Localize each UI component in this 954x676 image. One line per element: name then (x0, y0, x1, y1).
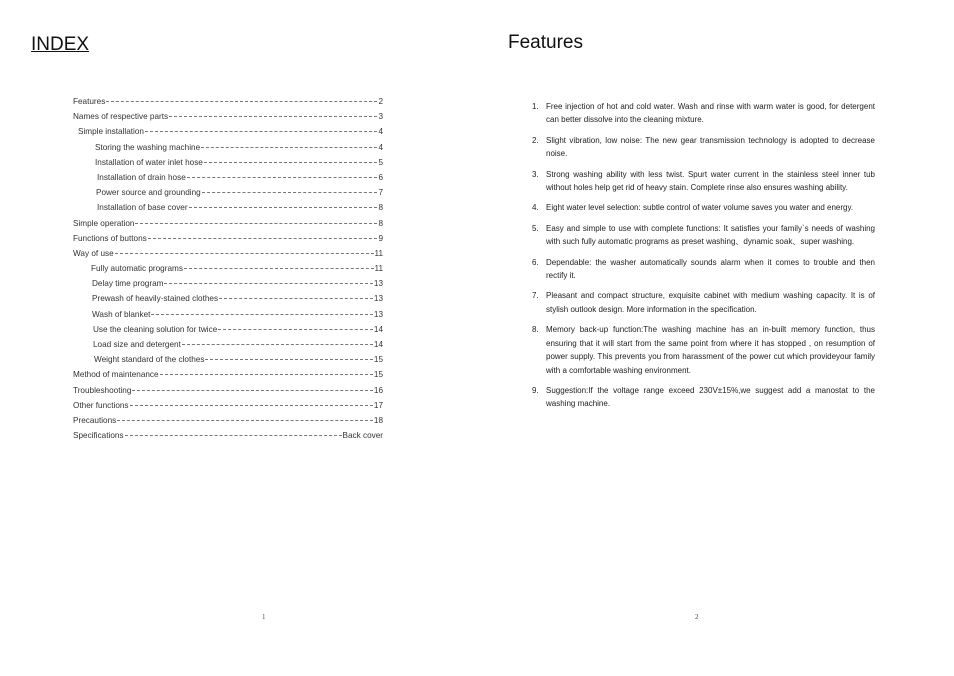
feature-item (532, 168, 875, 195)
toc-leader (160, 374, 373, 375)
toc-entry-label: Method of maintenance (73, 370, 159, 380)
toc-entry-label: Features (73, 97, 106, 106)
toc-entry (73, 127, 383, 142)
toc-leader (125, 435, 342, 436)
feature-item (532, 323, 875, 377)
toc-entry-label: Names of respective parts (73, 112, 169, 122)
features-list (532, 100, 875, 418)
feature-text: Eight water level selection: subtle control of water volume saves you water and energy. (546, 203, 854, 213)
toc-leader (148, 238, 378, 239)
toc-entry-page: 18 (373, 415, 383, 425)
toc-entry (73, 386, 383, 401)
toc-leader (202, 192, 378, 193)
toc-entry (73, 203, 383, 218)
toc-entry-page: 4 (378, 127, 383, 137)
toc-entry-page: 5 (378, 157, 383, 167)
toc-entry-page: 13 (373, 294, 383, 304)
toc-entry-label: Way of use (73, 248, 114, 258)
toc-entry (73, 173, 383, 188)
toc-leader (219, 298, 373, 299)
toc-entry-page: 4 (378, 142, 383, 152)
toc-entry-page: 9 (378, 233, 383, 243)
feature-item (532, 134, 875, 161)
feature-number: 7. (532, 291, 539, 301)
toc-entry-page: 6 (378, 172, 383, 182)
toc-entry-page: 16 (373, 385, 383, 395)
features-title: Features (508, 32, 583, 53)
feature-item (532, 384, 875, 411)
feature-number: 6. (532, 257, 539, 267)
toc-entry (73, 355, 383, 370)
toc-entry-label: Precautions (73, 415, 117, 425)
toc-entry-page: 14 (373, 340, 383, 349)
feature-item (532, 100, 875, 127)
toc-leader (164, 283, 372, 284)
toc-entry-label: Functions of buttons (73, 233, 147, 243)
toc-entry (73, 97, 383, 112)
toc-entry-page: 13 (373, 279, 383, 289)
toc-entry-label: Installation of base cover (97, 203, 188, 213)
feature-item (532, 222, 875, 249)
feature-text: Free injection of hot and cold water. Wash and rinse with warm water is good, for detergent can better dissolve into the cleaning mixture. (546, 102, 875, 125)
features-page (477, 0, 954, 676)
toc-entry-label: Fully automatic programs (91, 264, 183, 274)
toc-entry-label: Specifications (73, 431, 124, 441)
index-title: INDEX (31, 34, 90, 55)
toc-leader (169, 116, 377, 117)
toc-entry-page: 17 (373, 400, 383, 410)
feature-number: 8. (532, 325, 539, 335)
toc-entry-page: 15 (373, 355, 383, 365)
toc-leader (218, 329, 373, 330)
feature-item (532, 256, 875, 283)
feature-text: Slight vibration, low noise: The new gear transmission technology is adopted to decrease noise. (546, 135, 875, 159)
toc-entry-page: 8 (378, 218, 383, 228)
toc-entry (73, 340, 383, 355)
feature-number: 1. (532, 102, 539, 111)
toc-entry (73, 143, 383, 158)
toc-leader (182, 344, 373, 345)
feature-text: Memory back-up function:The washing machine has an in-built memory function, thus ensuring that it will start from the same point from where it has stopped , on resumption of power supply. This prevents you from harassment of the power cut which provideyour family with a comfortable washing environment. (546, 325, 875, 375)
toc-leader (135, 223, 377, 224)
toc-entry (73, 234, 383, 249)
toc-entry-label: Prewash of heavily-stained clothes (92, 294, 219, 304)
toc-entry-label: Installation of drain hose (97, 172, 186, 182)
toc-entry-label: Troubleshooting (73, 385, 132, 395)
toc-leader (130, 405, 373, 406)
toc-entry-page: 2 (378, 97, 383, 106)
toc-entry (73, 310, 383, 325)
toc-entry (73, 416, 383, 431)
table-of-contents (73, 97, 383, 446)
toc-entry-label: Simple operation (73, 218, 135, 228)
toc-entry (73, 370, 383, 385)
toc-entry-page: 14 (373, 324, 383, 334)
feature-text: Suggestion:If the voltage range exceed 230V±15%,we suggest add a manostat to the washing machine. (546, 385, 875, 409)
toc-leader (189, 207, 378, 208)
toc-entry-label: Wash of blanket (92, 309, 151, 319)
toc-entry-page: Back cover (342, 431, 383, 441)
toc-entry (73, 112, 383, 127)
toc-entry-label: Other functions (73, 400, 129, 410)
page-number: 1 (262, 613, 266, 621)
feature-item (532, 201, 875, 214)
toc-entry (73, 249, 383, 264)
toc-entry (73, 158, 383, 173)
toc-entry-label: Installation of water inlet hose (95, 157, 203, 167)
feature-number: 3. (532, 169, 539, 179)
toc-entry (73, 264, 383, 279)
toc-entry-label: Power source and grounding (96, 188, 201, 198)
toc-entry (73, 279, 383, 294)
feature-text: Pleasant and compact structure, exquisite cabinet with medium washing capacity. It is of stylish outlook design. More information in the specification. (546, 291, 875, 314)
feature-text: Dependable: the washer automatically sounds alarm when it comes to trouble and then rectify it. (546, 257, 875, 281)
toc-entry-page: 13 (373, 309, 383, 319)
feature-number: 2. (532, 135, 539, 145)
feature-text: Strong washing ability with less twist. Spurt water current in the stainless steel inner tub without holes help get rid of heavy stain. Complete rinse also ensures washing ability. (546, 169, 875, 193)
page-number: 2 (695, 613, 699, 621)
toc-leader (151, 314, 372, 315)
toc-leader (117, 420, 373, 421)
toc-entry (73, 401, 383, 416)
toc-entry-label: Delay time program (92, 279, 164, 289)
toc-entry-page: 3 (378, 112, 383, 122)
toc-leader (132, 390, 372, 391)
toc-entry-label: Weight standard of the clothes (94, 355, 205, 365)
toc-leader (106, 101, 377, 102)
toc-leader (205, 359, 372, 360)
toc-entry (73, 188, 383, 203)
toc-entry-page: 15 (373, 370, 383, 380)
toc-entry-label: Use the cleaning solution for twice (93, 324, 218, 334)
toc-leader (145, 131, 377, 132)
feature-number: 5. (532, 223, 539, 233)
toc-leader (115, 253, 374, 254)
feature-number: 9. (532, 385, 539, 395)
toc-entry-label: Load size and detergent (93, 340, 181, 349)
toc-entry (73, 325, 383, 340)
toc-entry-page: 8 (378, 203, 383, 213)
toc-leader (204, 162, 378, 163)
toc-leader (184, 268, 374, 269)
toc-entry (73, 294, 383, 309)
toc-entry-label: Storing the washing machine (95, 142, 201, 152)
toc-leader (187, 177, 378, 178)
feature-item (532, 289, 875, 316)
toc-entry-page: 7 (378, 188, 383, 198)
toc-entry-page: 11 (374, 264, 383, 274)
feature-number: 4. (532, 203, 539, 213)
toc-entry-page: 11 (374, 248, 383, 258)
toc-entry (73, 219, 383, 234)
toc-leader (201, 147, 377, 148)
feature-text: Easy and simple to use with complete functions: It satisfies your family`s needs of washing with such fully automatic programs as preset washing、dynamic soak、super washing. (546, 223, 875, 247)
toc-entry (73, 431, 383, 446)
toc-entry-label: Simple installation (78, 127, 144, 137)
